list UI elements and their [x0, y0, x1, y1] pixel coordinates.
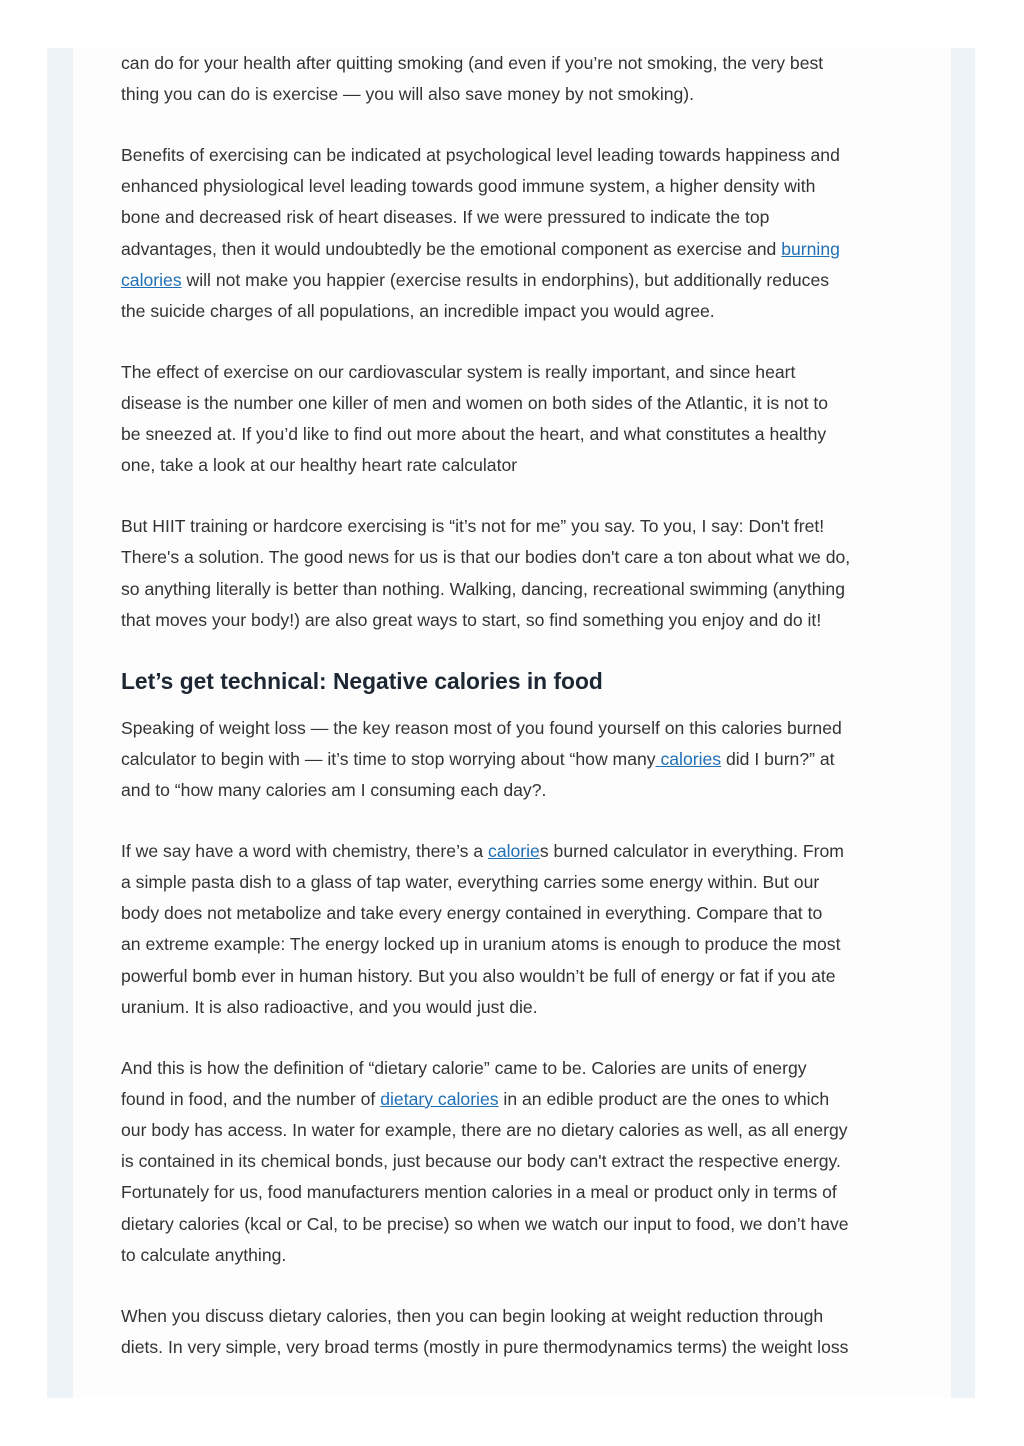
text-line	[121, 234, 911, 265]
paragraph-hiit	[121, 511, 911, 636]
paragraph-smoking	[121, 48, 911, 110]
text-segment: calculator to begin with — it’s time to stop worrying about “how many	[121, 748, 656, 769]
text-line: disease is the number one killer of men and women on both sides of the Atlantic, it is not to	[121, 393, 829, 414]
paragraph-cardiovascular	[121, 357, 911, 482]
text-line: bone and decreased risk of heart diseases. If we were pressured to indicate the top	[121, 207, 770, 228]
paragraph-weight-loss	[121, 713, 911, 807]
text-line: Fortunately for us, food manufacturers mention calories in a meal or product only in terms of	[121, 1182, 837, 1203]
calories-link[interactable]: calories	[655, 748, 722, 769]
paragraph-chemistry	[121, 836, 911, 1023]
section-heading: Let’s get technical: Negative calories in food	[121, 667, 603, 694]
text-segment: will not make you happier (exercise results in endorphins), but additionally reduces	[181, 269, 830, 290]
text-line: dietary calories (kcal or Cal, to be precise) so when we watch our input to food, we don’t have	[121, 1213, 849, 1234]
dietary-calories-link[interactable]: dietary calories	[380, 1088, 499, 1109]
text-line	[121, 265, 911, 296]
text-line: that moves your body!) are also great ways to start, so find something you enjoy and do it!	[121, 609, 822, 630]
text-line	[121, 1084, 911, 1115]
text-line: be sneezed at. If you’d like to find out more about the heart, and what constitutes a healthy	[121, 424, 827, 445]
text-segment: in an edible product are the ones to which	[498, 1088, 830, 1109]
text-line: When you discuss dietary calories, then you can begin looking at weight reduction through	[121, 1305, 824, 1326]
text-line: and to “how many calories am I consuming each day?.	[121, 780, 547, 801]
paragraph-benefits	[121, 140, 911, 327]
paragraph-dietary-calorie	[121, 1053, 911, 1271]
article-body	[121, 48, 911, 1393]
text-segment: If we say have a word with chemistry, there’s a	[121, 840, 489, 861]
text-line: diets. In very simple, very broad terms (mostly in pure thermodynamics terms) the weight loss	[121, 1336, 849, 1357]
paragraph-dietary-weight-reduction	[121, 1301, 911, 1363]
text-line: enhanced physiological level leading towards good immune system, a higher density with	[121, 176, 816, 197]
text-line: Speaking of weight loss — the key reason most of you found yourself on this calories burned	[121, 717, 842, 738]
text-segment: found in food, and the number of	[121, 1088, 381, 1109]
text-line: so anything literally is better than nothing. Walking, dancing, recreational swimming (anything	[121, 578, 845, 599]
text-line: our body has access. In water for example, there are no dietary calories as well, as all energy	[121, 1120, 848, 1141]
text-line: thing you can do is exercise — you will also save money by not smoking).	[121, 84, 695, 105]
text-line	[121, 744, 911, 775]
text-line: one, take a look at our healthy heart rate calculator	[121, 455, 518, 476]
text-line: can do for your health after quitting smoking (and even if you’re not smoking, the very best	[121, 53, 824, 73]
text-line: uranium. It is also radioactive, and you would just die.	[121, 996, 538, 1017]
text-line: body does not metabolize and take every energy contained in everything. Compare that to	[121, 903, 823, 924]
text-segment: s burned calculator in everything. From	[539, 840, 844, 861]
burning-calories-link-part2[interactable]: calories	[121, 269, 182, 290]
calorie-link[interactable]: calorie	[488, 840, 540, 861]
text-line: And this is how the definition of “dietary calorie” came to be. Calories are units of energy	[121, 1057, 807, 1078]
text-line: is contained in its chemical bonds, just because our body can't extract the respective energy.	[121, 1151, 841, 1172]
text-segment: advantages, then it would undoubtedly be the emotional component as exercise and	[121, 238, 782, 259]
text-line: There's a solution. The good news for us is that our bodies don't care a ton about what we do,	[121, 547, 851, 568]
text-line: to calculate anything.	[121, 1244, 287, 1265]
text-line: The effect of exercise on our cardiovascular system is really important, and since heart	[121, 361, 796, 382]
text-line: powerful bomb ever in human history. But you also wouldn’t be full of energy or fat if you ate	[121, 965, 836, 986]
text-line: the suicide charges of all populations, an incredible impact you would agree.	[121, 301, 715, 322]
text-line: But HIIT training or hardcore exercising is “it’s not for me” you say. To you, I say: Don't fret!	[121, 516, 825, 537]
burning-calories-link-part1[interactable]: burning	[781, 238, 840, 259]
text-line	[121, 836, 911, 867]
text-line: an extreme example: The energy locked up in uranium atoms is enough to produce the most	[121, 934, 841, 955]
text-segment: did I burn?” at	[721, 748, 835, 769]
text-line: a simple pasta dish to a glass of tap water, everything carries some energy within. But our	[121, 872, 820, 893]
text-line: Benefits of exercising can be indicated at psychological level leading towards happiness and	[121, 145, 840, 165]
